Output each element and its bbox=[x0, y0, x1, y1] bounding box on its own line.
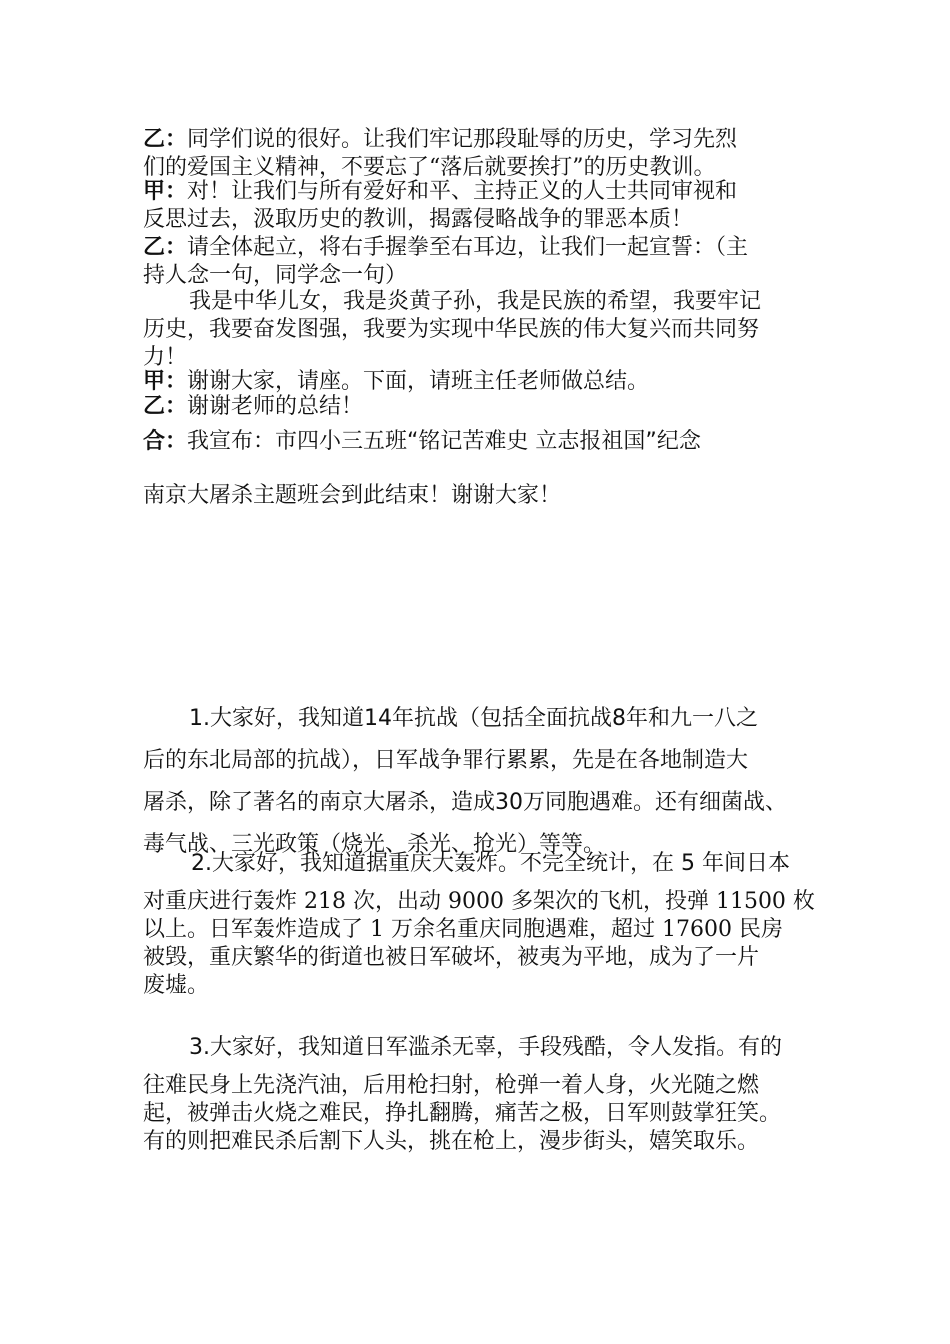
final-announcement: 合：我宣布：市四小三五班“铭记苦难史 立志报祖国”纪念 南京大屠杀主题班会到此结束！谢谢大家！ bbox=[143, 429, 701, 508]
dialogue-line-2: 甲：对！让我们与所有爱好和平、主持正义的人士共同审视和 反思过去，汲取历史的教训，揭露侵略战争的罪恶本质！ bbox=[143, 178, 815, 234]
dialogue-text: 们的爱国主义精神，不要忘了“落后就要挨打”的历史教训。 bbox=[143, 155, 716, 180]
dialogue-text: 反思过去，汲取历史的教训，揭露侵略战争的罪恶本质！ bbox=[143, 207, 694, 232]
dialogue-text: 谢谢老师的总结！ bbox=[187, 394, 364, 419]
dialogue-line-1: 乙：同学们说的很好。让我们牢记那段耻辱的历史，学习先烈 们的爱国主义精神，不要忘了“落后就要挨打”的历史教训。 bbox=[143, 126, 815, 182]
speaker-label: 甲 bbox=[143, 179, 166, 204]
speaker-label: 甲 bbox=[143, 369, 166, 394]
speech-1: 1.大家好，我知道14年抗战（包括全面抗战8年和九一八之 后的东北局部的抗战），日军战争罪行累累，先是在各地制造大 屠杀，除了著名的南京大屠杀，造成30万同胞遇难。还有细菌战、 毒气战、三光政策（烧光、杀光、抢光）等等。 bbox=[143, 706, 787, 857]
speech-2: 2.大家好，我知道据重庆大轰炸。不完全统计，在 5 年间日本 对重庆进行轰炸 218 次，出动 9000 多架次的飞机，投弹 11500 枚 以上。日军轰炸造成了 1 万余名重庆同胞遇难，超过 17600 民房 被毁，重庆繁华的街道也被日军破坏，被夷为平地，成为了一片 废墟。 bbox=[143, 851, 815, 998]
speaker-label: 合 bbox=[143, 429, 166, 454]
speaker-label: 乙 bbox=[143, 235, 166, 260]
speech-3: 3.大家好，我知道日军滥杀无辜，手段残酷，令人发指。有的 往难民身上先浇汽油，后用枪扫射，枪弹一着人身，火光随之燃 起，被弹击火烧之难民，挣扎翻腾，痛苦之极，日军则鼓掌狂笑。 有的则把难民杀后割下人头，挑在枪上，漫步街头，嬉笑取乐。 bbox=[143, 1035, 782, 1154]
oath-paragraph: 我是中华儿女，我是炎黄子孙，我是民族的希望，我要牢记 历史，我要奋发图强，我要为实现中华民族的伟大复兴而共同努 力！ bbox=[143, 289, 762, 370]
dialogue-text: 持人念一句，同学念一句） bbox=[143, 263, 408, 288]
speaker-label: 乙 bbox=[143, 127, 166, 152]
closing-line-2: 乙：谢谢老师的总结！ bbox=[143, 394, 364, 419]
dialogue-line-3: 乙：请全体起立，将右手握拳至右耳边，让我们一起宣誓：（主 持人念一句，同学念一句） bbox=[143, 234, 815, 290]
dialogue-text: 同学们说的很好。让我们牢记那段耻辱的历史，学习先烈 bbox=[187, 127, 738, 152]
closing-line-1: 甲：谢谢大家，请座。下面，请班主任老师做总结。 bbox=[143, 369, 650, 394]
speaker-label: 乙 bbox=[143, 394, 166, 419]
dialogue-text: 请全体起立，将右手握拳至右耳边，让我们一起宣誓：（主 bbox=[187, 235, 749, 260]
dialogue-text: 对！让我们与所有爱好和平、主持正义的人士共同审视和 bbox=[187, 179, 738, 204]
dialogue-text: 谢谢大家，请座。下面，请班主任老师做总结。 bbox=[187, 369, 650, 394]
